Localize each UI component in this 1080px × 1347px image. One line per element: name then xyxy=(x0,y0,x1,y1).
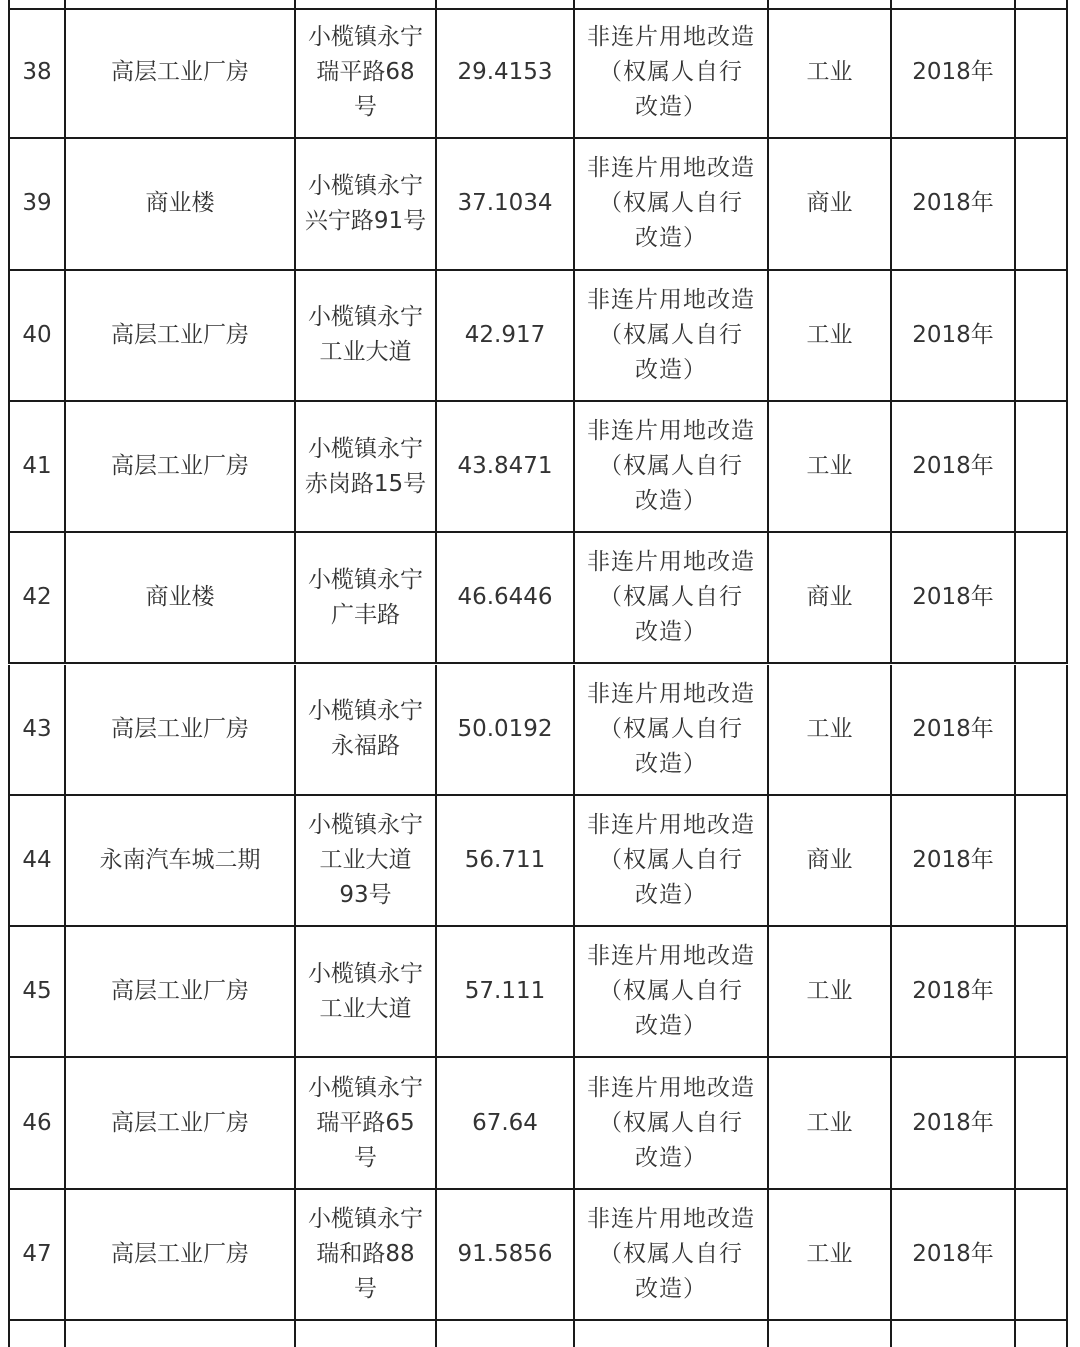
project-address: 小榄镇永宁 赤岗路15号 xyxy=(296,402,437,531)
project-address: 小榄镇永宁 瑞平路65 号 xyxy=(296,1058,437,1187)
row-number: 38 xyxy=(8,8,66,137)
project-name: 高层工业厂房 xyxy=(66,8,296,137)
renovation-mode: 非连片用地改造 （权属人自行 改造） xyxy=(575,796,769,925)
project-name: 永南汽车城二期 xyxy=(66,796,296,925)
project-address: 小榄镇永宁 兴宁路91号 xyxy=(296,139,437,268)
project-area: 37.1034 xyxy=(437,139,575,268)
project-address: 小榄镇永宁 瑞平路68 号 xyxy=(296,8,437,137)
project-area: 67.64 xyxy=(437,1058,575,1187)
row-number: 42 xyxy=(8,533,66,662)
project-address: 小榄镇永宁 瑞和路88 号 xyxy=(296,1190,437,1319)
plan-year: 2018年 xyxy=(892,402,1016,531)
empty-cell xyxy=(1016,796,1068,925)
land-use: 商业 xyxy=(769,796,892,925)
plan-year: 2018年 xyxy=(892,139,1016,268)
project-name: 高层工业厂房 xyxy=(66,1058,296,1187)
row-number: 47 xyxy=(8,1190,66,1319)
table-row-partial-bottom xyxy=(8,1317,1068,1347)
project-name: 高层工业厂房 xyxy=(66,927,296,1056)
renovation-mode: 非连片用地改造 （权属人自行 改造） xyxy=(575,1190,769,1319)
row-number: 41 xyxy=(8,402,66,531)
renovation-mode: 非连片用地改造 （权属人自行 改造） xyxy=(575,8,769,137)
project-name: 商业楼 xyxy=(66,139,296,268)
project-address: 小榄镇永宁 工业大道 xyxy=(296,927,437,1056)
plan-year: 2018年 xyxy=(892,1190,1016,1319)
renovation-mode: 非连片用地改造 （权属人自行 改造） xyxy=(575,927,769,1056)
empty-cell xyxy=(1016,1190,1068,1319)
project-area: 56.711 xyxy=(437,796,575,925)
row-number: 44 xyxy=(8,796,66,925)
renovation-mode: 非连片用地改造 （权属人自行 改造） xyxy=(575,533,769,662)
project-area: 91.5856 xyxy=(437,1190,575,1319)
land-use: 工业 xyxy=(769,665,892,794)
table-row xyxy=(8,533,1068,664)
land-use: 工业 xyxy=(769,1058,892,1187)
empty-cell xyxy=(1016,665,1068,794)
table-row xyxy=(8,927,1068,1058)
land-use: 工业 xyxy=(769,271,892,400)
project-name: 商业楼 xyxy=(66,533,296,662)
land-use: 工业 xyxy=(769,927,892,1056)
plan-year: 2018年 xyxy=(892,8,1016,137)
table-row xyxy=(8,139,1068,270)
row-number: 46 xyxy=(8,1058,66,1187)
empty-cell xyxy=(1016,271,1068,400)
table-row xyxy=(8,796,1068,927)
plan-year: 2018年 xyxy=(892,1058,1016,1187)
project-name: 高层工业厂房 xyxy=(66,1190,296,1319)
renovation-mode: 非连片用地改造 （权属人自行 改造） xyxy=(575,665,769,794)
project-name: 高层工业厂房 xyxy=(66,665,296,794)
land-use: 工业 xyxy=(769,1190,892,1319)
project-name: 高层工业厂房 xyxy=(66,402,296,531)
table-row xyxy=(8,402,1068,533)
table-row xyxy=(8,1058,1068,1189)
row-number: 39 xyxy=(8,139,66,268)
empty-cell xyxy=(1016,533,1068,662)
project-address: 小榄镇永宁 广丰路 xyxy=(296,533,437,662)
project-area: 43.8471 xyxy=(437,402,575,531)
renovation-mode: 非连片用地改造 （权属人自行 改造） xyxy=(575,271,769,400)
row-number: 40 xyxy=(8,271,66,400)
empty-cell xyxy=(1016,927,1068,1056)
project-area: 57.111 xyxy=(437,927,575,1056)
project-address: 小榄镇永宁 工业大道 93号 xyxy=(296,796,437,925)
land-use: 商业 xyxy=(769,139,892,268)
table-row xyxy=(8,8,1068,139)
project-area: 46.6446 xyxy=(437,533,575,662)
project-area: 42.917 xyxy=(437,271,575,400)
renovation-mode: 非连片用地改造 （权属人自行 改造） xyxy=(575,402,769,531)
project-address: 小榄镇永宁 永福路 xyxy=(296,665,437,794)
plan-year: 2018年 xyxy=(892,271,1016,400)
land-use: 工业 xyxy=(769,8,892,137)
table-row xyxy=(8,665,1068,796)
empty-cell xyxy=(1016,402,1068,531)
row-number: 45 xyxy=(8,927,66,1056)
renovation-mode: 非连片用地改造 （权属人自行 改造） xyxy=(575,139,769,268)
table-row xyxy=(8,271,1068,402)
row-number: 43 xyxy=(8,665,66,794)
project-name: 高层工业厂房 xyxy=(66,271,296,400)
empty-cell xyxy=(1016,139,1068,268)
plan-year: 2018年 xyxy=(892,796,1016,925)
project-area: 50.0192 xyxy=(437,665,575,794)
project-area: 29.4153 xyxy=(437,8,575,137)
empty-cell xyxy=(1016,1058,1068,1187)
land-use: 工业 xyxy=(769,402,892,531)
empty-cell xyxy=(1016,8,1068,137)
table-row xyxy=(8,1190,1068,1321)
land-use: 商业 xyxy=(769,533,892,662)
project-address: 小榄镇永宁 工业大道 xyxy=(296,271,437,400)
plan-year: 2018年 xyxy=(892,927,1016,1056)
plan-year: 2018年 xyxy=(892,533,1016,662)
plan-year: 2018年 xyxy=(892,665,1016,794)
renovation-mode: 非连片用地改造 （权属人自行 改造） xyxy=(575,1058,769,1187)
